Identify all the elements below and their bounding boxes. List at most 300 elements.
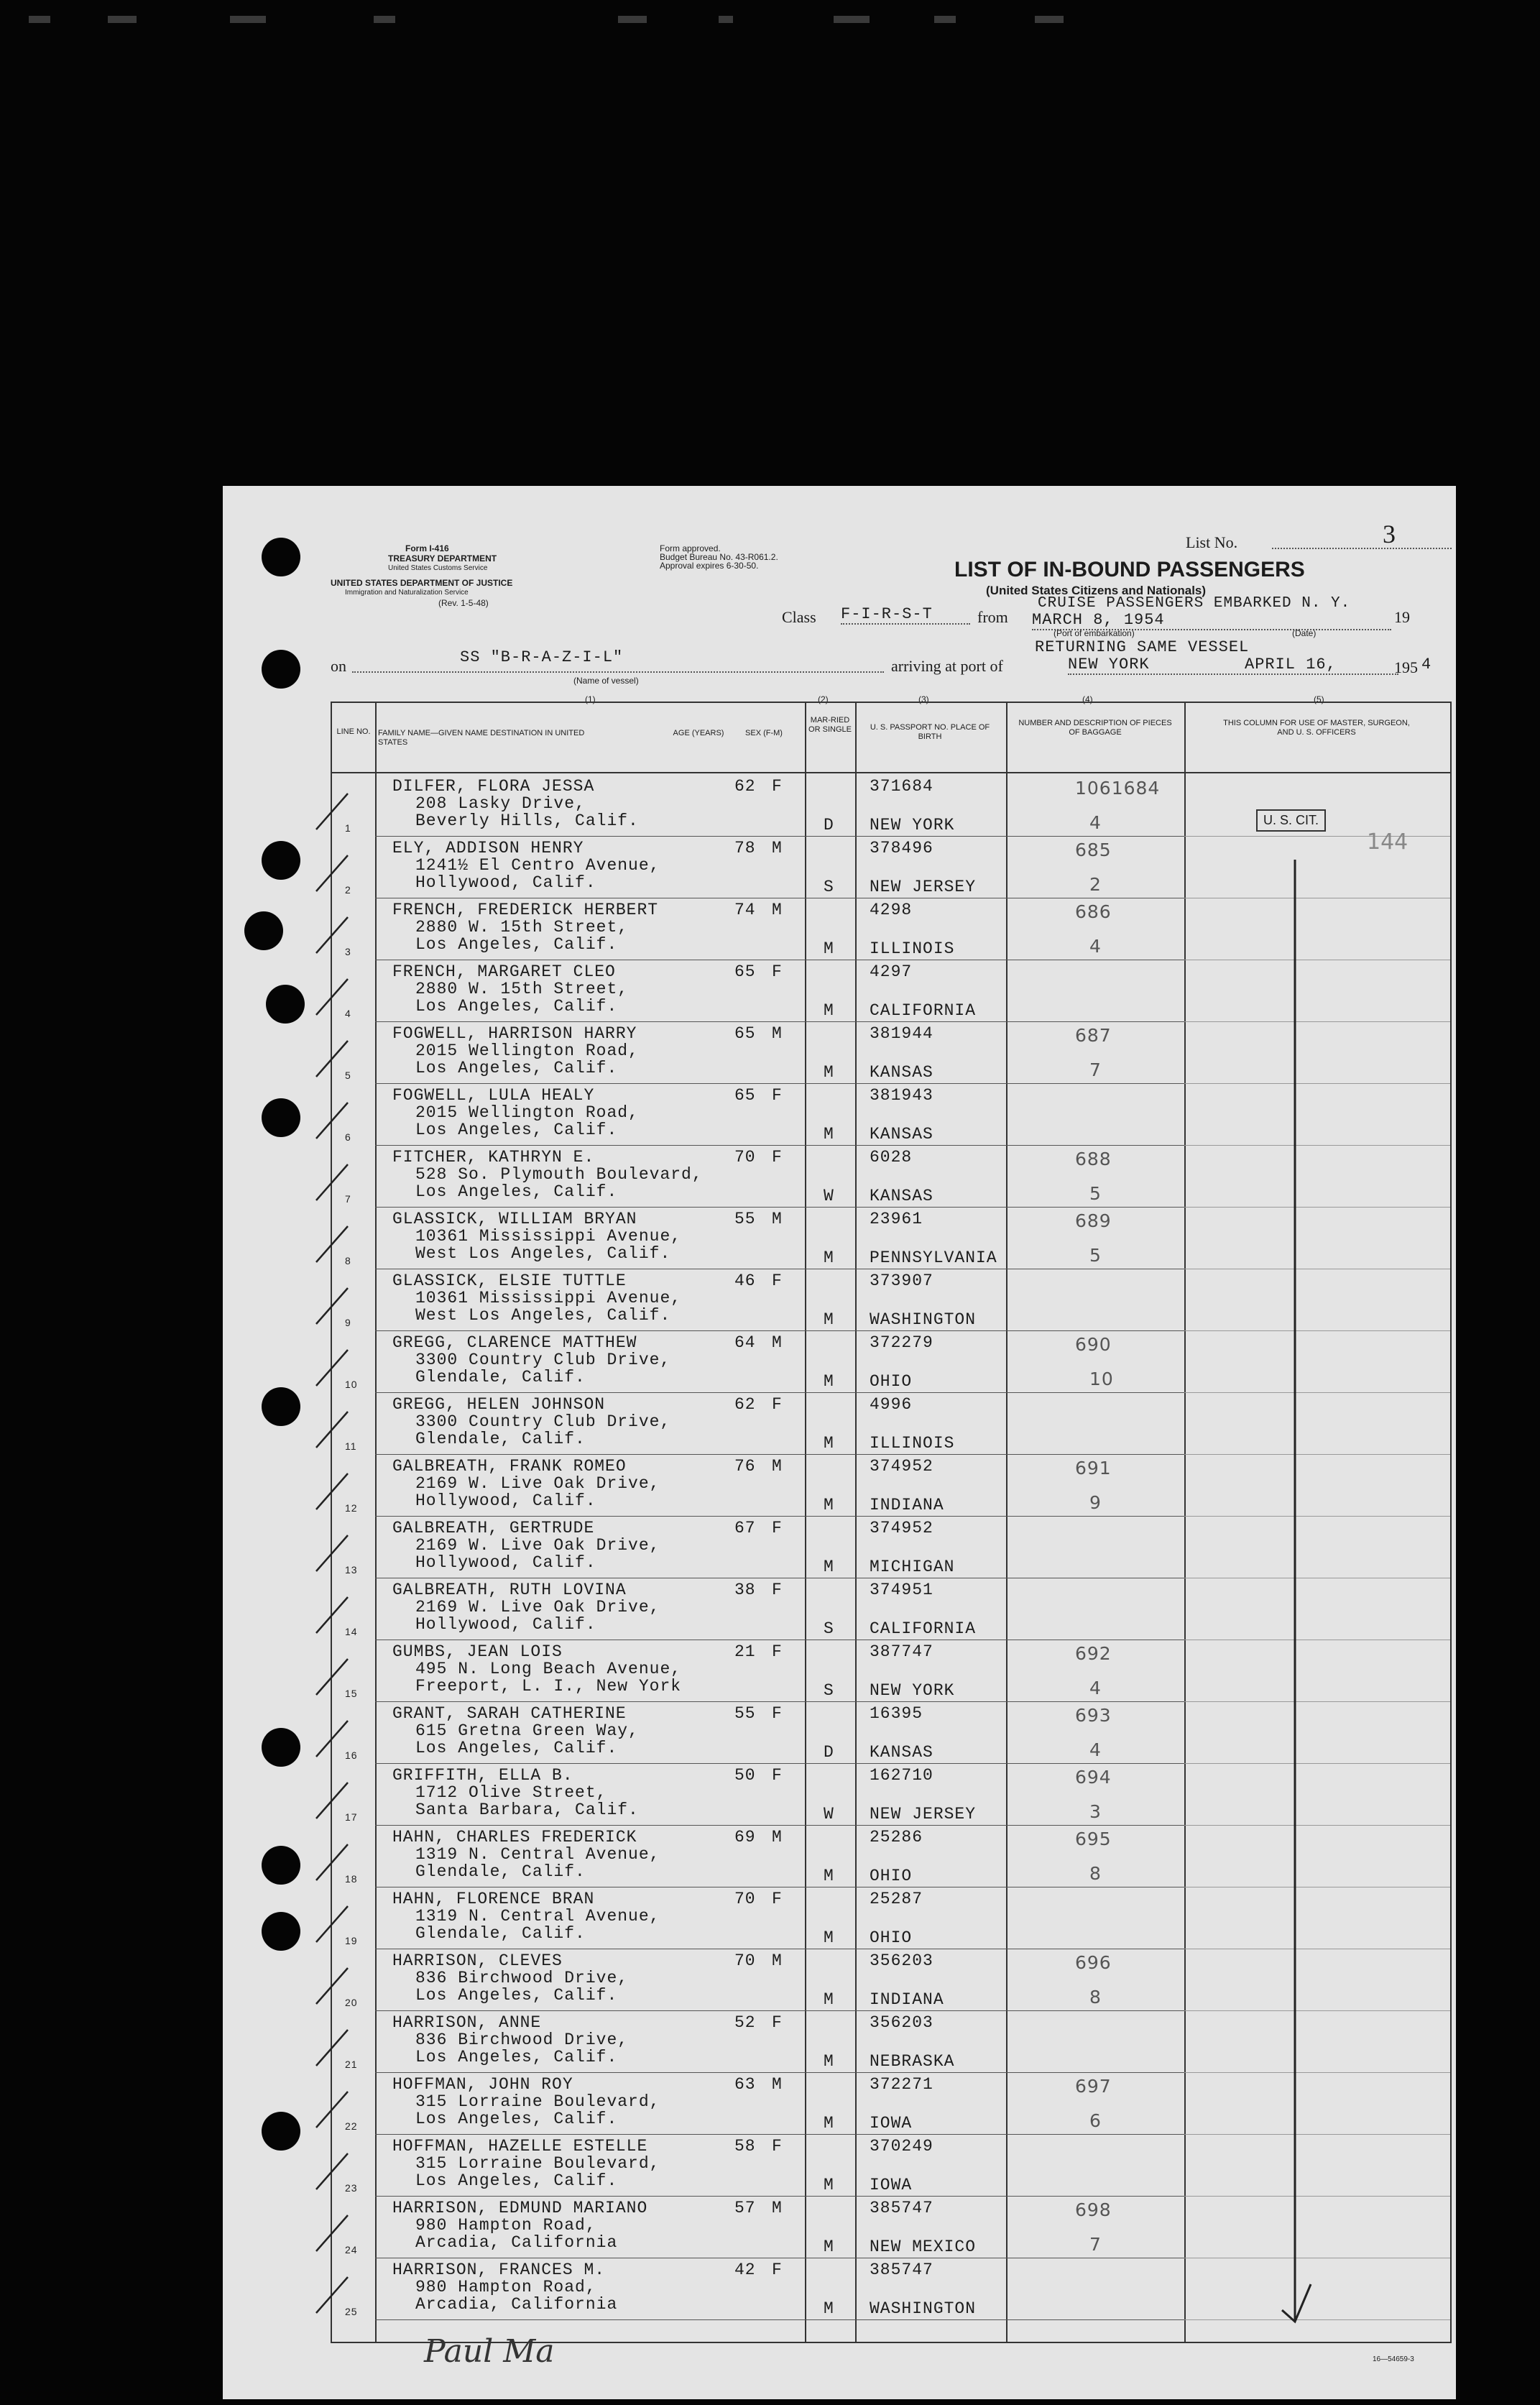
baggage-count: 9 [1089, 1492, 1102, 1513]
baggage-tag: 689 [1075, 1210, 1112, 1231]
page-subtitle: (United States Citizens and Nationals) [986, 584, 1207, 597]
line-number: 11 [345, 1440, 357, 1452]
punch-hole [244, 911, 283, 950]
passenger-sex: F [772, 1148, 783, 1167]
baggage-count: 8 [1089, 1987, 1102, 2008]
baggage-tag: 697 [1075, 2076, 1112, 2097]
passenger-address: 836 Birchwood Drive, [415, 1969, 629, 1987]
passenger-city: Freeport, L. I., New York [415, 1677, 682, 1696]
marital-status: M [824, 1001, 834, 1020]
passenger-city: Los Angeles, Calif. [415, 1182, 618, 1201]
passenger-age: 65 [734, 1086, 756, 1105]
place-of-birth: IOWA [870, 2176, 913, 2194]
place-of-birth: KANSAS [870, 1187, 933, 1205]
marital-status: M [824, 1496, 834, 1514]
passport-number: 370249 [870, 2137, 933, 2156]
on-label: on [331, 657, 346, 675]
col-num-3: (3) [918, 694, 929, 704]
from-value: CRUISE PASSENGERS EMBARKED N. Y. [1038, 595, 1351, 612]
vessel-line [352, 671, 884, 673]
place-of-birth: KANSAS [870, 1743, 933, 1762]
punch-hole [262, 1098, 300, 1137]
marital-status: M [824, 1063, 834, 1082]
passenger-city: Los Angeles, Calif. [415, 2171, 618, 2190]
place-of-birth: OHIO [870, 1928, 913, 1947]
form-revision: (Rev. 1-5-48) [438, 598, 489, 608]
line-number: 1 [345, 822, 351, 834]
passenger-age: 76 [734, 1457, 756, 1476]
passenger-name: HARRISON, ANNE [392, 2013, 542, 2032]
col-header-line: LINE NO. [336, 727, 371, 736]
passport-number: 381943 [870, 1086, 933, 1105]
marital-status: M [824, 939, 834, 958]
place-of-birth: ILLINOIS [870, 1434, 955, 1453]
passenger-sex: M [772, 1333, 783, 1352]
passenger-sex: M [772, 1951, 783, 1970]
place-of-birth: INDIANA [870, 1990, 944, 2009]
passenger-address: 1712 Olive Street, [415, 1783, 607, 1802]
place-of-birth: OHIO [870, 1372, 913, 1391]
stamp-annotation: 144 [1367, 829, 1408, 855]
passenger-age: 70 [734, 1951, 756, 1970]
passenger-sex: F [772, 1395, 783, 1414]
passport-number: 356203 [870, 2013, 933, 2032]
line-number: 19 [345, 1935, 358, 1946]
passenger-age: 52 [734, 2013, 756, 2032]
passenger-age: 38 [734, 1581, 756, 1599]
place-of-birth: ILLINOIS [870, 939, 955, 958]
punch-hole [262, 538, 300, 576]
passenger-name: FRENCH, MARGARET CLEO [392, 962, 616, 981]
place-of-birth: NEW MEXICO [870, 2238, 977, 2256]
passport-number: 162710 [870, 1766, 933, 1785]
list-no-label: List No. [1186, 533, 1238, 551]
passenger-age: 62 [734, 1395, 756, 1414]
dept-treasury: TREASURY DEPARTMENT [388, 553, 497, 564]
from-year-prefix: 19 [1394, 608, 1410, 626]
passenger-name: GRIFFITH, ELLA B. [392, 1766, 573, 1785]
baggage-count: 3 [1089, 1801, 1102, 1822]
line-number: 16 [345, 1749, 358, 1761]
passenger-name: GALBREATH, FRANK ROMEO [392, 1457, 627, 1476]
marital-status: D [824, 816, 834, 834]
passenger-name: GALBREATH, RUTH LOVINA [392, 1581, 627, 1599]
line-number: 25 [345, 2306, 358, 2317]
passenger-sex: M [772, 1828, 783, 1847]
passport-number: 373907 [870, 1272, 933, 1290]
marital-status: M [824, 1125, 834, 1144]
marital-status: M [824, 1310, 834, 1329]
page-title: LIST OF IN-BOUND PASSENGERS [954, 558, 1305, 581]
passenger-name: GLASSICK, ELSIE TUTTLE [392, 1272, 627, 1290]
col-header-baggage: NUMBER AND DESCRIPTION OF PIECES OF BAGGAGE [1018, 719, 1172, 737]
baggage-count: 2 [1089, 874, 1102, 895]
place-of-birth: NEW JERSEY [870, 1805, 977, 1824]
place-of-birth: OHIO [870, 1867, 913, 1885]
passenger-city: West Los Angeles, Calif. [415, 1306, 671, 1325]
col-header-passport: U. S. PASSPORT NO. PLACE OF BIRTH [870, 723, 990, 741]
baggage-count: 4 [1089, 936, 1102, 957]
baggage-count: 4 [1089, 1678, 1102, 1698]
passport-number: 4996 [870, 1395, 913, 1414]
passenger-sex: F [772, 1519, 783, 1537]
marital-status: M [824, 2052, 834, 2071]
passport-number: 23961 [870, 1210, 923, 1228]
dept-immigration: Immigration and Naturalization Service [345, 589, 469, 597]
punch-hole [266, 985, 305, 1024]
passenger-age: 69 [734, 1828, 756, 1847]
passenger-sex: F [772, 1766, 783, 1785]
line-number: 23 [345, 2182, 358, 2194]
place-of-birth: IOWA [870, 2114, 913, 2133]
passenger-age: 50 [734, 1766, 756, 1785]
passenger-city: Glendale, Calif. [415, 1924, 586, 1943]
approval-line-2: Budget Bureau No. 43-R061.2. [660, 552, 778, 562]
passenger-name: FOGWELL, HARRISON HARRY [392, 1024, 637, 1043]
form-number: Form I-416 [405, 543, 449, 553]
passenger-sex: F [772, 1890, 783, 1908]
passenger-address: 2169 W. Live Oak Drive, [415, 1598, 660, 1617]
line-number: 17 [345, 1811, 358, 1823]
place-of-birth: MICHIGAN [870, 1558, 955, 1576]
passport-number: 372279 [870, 1333, 933, 1352]
baggage-tag: 698 [1075, 2199, 1112, 2220]
passenger-address: 3300 Country Club Drive, [415, 1412, 671, 1431]
passenger-address: 10361 Mississippi Avenue, [415, 1289, 682, 1307]
passport-number: 381944 [870, 1024, 933, 1043]
baggage-tag: 687 [1075, 1025, 1112, 1046]
passenger-address: 3300 Country Club Drive, [415, 1351, 671, 1369]
marital-status: W [824, 1805, 834, 1824]
passenger-age: 46 [734, 1272, 756, 1290]
line-number: 22 [345, 2120, 358, 2132]
passenger-age: 21 [734, 1642, 756, 1661]
line-number: 8 [345, 1255, 351, 1266]
baggage-count: 5 [1089, 1245, 1102, 1266]
baggage-count: 10 [1089, 1369, 1114, 1389]
passenger-sex: M [772, 1457, 783, 1476]
passenger-name: FOGWELL, LULA HEALY [392, 1086, 595, 1105]
dept-justice: UNITED STATES DEPARTMENT OF JUSTICE [331, 578, 513, 588]
passenger-city: Los Angeles, Calif. [415, 935, 618, 954]
col-header-sex: SEX (F-M) [745, 729, 783, 737]
passenger-city: Glendale, Calif. [415, 1368, 586, 1387]
list-number: 3 [1383, 520, 1396, 548]
manifest-page [223, 486, 1456, 2399]
baggage-count: 6 [1089, 2110, 1102, 2131]
line-number: 7 [345, 1193, 351, 1205]
passenger-city: West Los Angeles, Calif. [415, 1244, 671, 1263]
place-of-birth: NEW YORK [870, 816, 955, 834]
passenger-sex: M [772, 1024, 783, 1043]
line-number: 15 [345, 1688, 358, 1699]
passenger-age: 55 [734, 1210, 756, 1228]
line-number: 13 [345, 1564, 358, 1576]
passport-number: 385747 [870, 2261, 933, 2279]
passenger-age: 57 [734, 2199, 756, 2217]
baggage-tag: 688 [1075, 1149, 1112, 1169]
approval-line-3: Approval expires 6-30-50. [660, 561, 759, 571]
line-number: 12 [345, 1502, 358, 1514]
baggage-tag: 690 [1075, 1334, 1112, 1355]
passport-number: 25287 [870, 1890, 923, 1908]
passenger-sex: F [772, 2261, 783, 2279]
passenger-sex: M [772, 1210, 783, 1228]
passport-number: 372271 [870, 2075, 933, 2094]
passport-number: 374951 [870, 1581, 933, 1599]
line-number: 10 [345, 1379, 358, 1390]
passenger-sex: F [772, 1581, 783, 1599]
passenger-age: 55 [734, 1704, 756, 1723]
passenger-sex: F [772, 1642, 783, 1661]
arriving-year-digit: 4 [1421, 656, 1432, 673]
marital-status: M [824, 1990, 834, 2009]
passenger-sex: F [772, 1086, 783, 1105]
passport-number: 356203 [870, 1951, 933, 1970]
line-number: 20 [345, 1997, 358, 2008]
passenger-name: FITCHER, KATHRYN E. [392, 1148, 595, 1167]
punch-hole [262, 1387, 300, 1426]
passport-number: 385747 [870, 2199, 933, 2217]
place-of-birth: NEW YORK [870, 1681, 955, 1700]
col-header-married: MAR-RIED OR SINGLE [808, 716, 852, 734]
line-number: 3 [345, 946, 351, 957]
passenger-address: 2880 W. 15th Street, [415, 980, 629, 998]
line-number: 6 [345, 1131, 351, 1143]
passenger-age: 70 [734, 1890, 756, 1908]
marital-status: M [824, 2299, 834, 2318]
passenger-sex: F [772, 1272, 783, 1290]
passenger-city: Arcadia, California [415, 2295, 618, 2314]
place-of-birth: CALIFORNIA [870, 1619, 977, 1638]
vessel-name: SS "B-R-A-Z-I-L" [460, 648, 624, 666]
col-header-officers: THIS COLUMN FOR USE OF MASTER, SURGEON, AND U. S. OFFICERS [1223, 719, 1410, 737]
col-num-4: (4) [1082, 694, 1093, 704]
passenger-sex: F [772, 1704, 783, 1723]
hand-annotations [332, 703, 1450, 2342]
passenger-address: 1319 N. Central Avenue, [415, 1907, 660, 1926]
passenger-city: Beverly Hills, Calif. [415, 811, 639, 830]
passenger-address: 1241½ El Centro Avenue, [415, 856, 660, 875]
passenger-city: Los Angeles, Calif. [415, 997, 618, 1016]
marital-status: M [824, 2114, 834, 2133]
officer-signature: Paul Ma [424, 2333, 555, 2370]
passenger-city: Los Angeles, Calif. [415, 1739, 618, 1757]
baggage-count: 4 [1089, 1739, 1102, 1760]
passenger-age: 70 [734, 1148, 756, 1167]
passenger-address: 10361 Mississippi Avenue, [415, 1227, 682, 1246]
passenger-sex: F [772, 2137, 783, 2156]
passenger-city: Los Angeles, Calif. [415, 2110, 618, 2128]
list-no-line [1272, 548, 1452, 549]
baggage-tag: 691 [1075, 1458, 1112, 1479]
passenger-age: 62 [734, 777, 756, 796]
passenger-address: 980 Hampton Road, [415, 2216, 596, 2235]
baggage-tag: 695 [1075, 1829, 1112, 1849]
col-num-5: (5) [1314, 694, 1324, 704]
marital-status: S [824, 1681, 834, 1700]
passenger-address: 836 Birchwood Drive, [415, 2031, 629, 2049]
baggage-count: 7 [1089, 2234, 1102, 2255]
citizen-stamp: U. S. CIT. [1256, 809, 1326, 832]
passenger-name: ELY, ADDISON HENRY [392, 839, 584, 857]
dept-customs: United States Customs Service [388, 564, 488, 572]
baggage-tag: 685 [1075, 840, 1112, 860]
place-of-birth: INDIANA [870, 1496, 944, 1514]
passenger-city: Santa Barbara, Calif. [415, 1801, 639, 1819]
passenger-sex: M [772, 839, 783, 857]
passenger-city: Los Angeles, Calif. [415, 1059, 618, 1077]
punch-hole [262, 841, 300, 880]
passenger-city: Arcadia, California [415, 2233, 618, 2252]
passport-number: 6028 [870, 1148, 913, 1167]
punch-hole [262, 1912, 300, 1951]
punch-hole [262, 2112, 300, 2151]
marital-status: S [824, 878, 834, 896]
baggage-tag: 692 [1075, 1643, 1112, 1664]
passenger-name: GALBREATH, GERTRUDE [392, 1519, 595, 1537]
punch-hole [262, 1846, 300, 1885]
vessel-caption: (Name of vessel) [573, 676, 639, 686]
passenger-sex: F [772, 777, 783, 796]
line-number: 21 [345, 2059, 358, 2070]
line-number: 14 [345, 1626, 358, 1637]
passenger-age: 65 [734, 1024, 756, 1043]
passenger-age: 58 [734, 2137, 756, 2156]
passenger-address: 315 Lorraine Boulevard, [415, 2092, 660, 2111]
port-embark-caption: (Port of embarkation) [1053, 628, 1135, 638]
passenger-address: 495 N. Long Beach Avenue, [415, 1660, 682, 1678]
passenger-name: HAHN, CHARLES FREDERICK [392, 1828, 637, 1847]
passenger-age: 65 [734, 962, 756, 981]
passenger-address: 528 So. Plymouth Boulevard, [415, 1165, 703, 1184]
passenger-city: Glendale, Calif. [415, 1862, 586, 1881]
passport-number: 378496 [870, 839, 933, 857]
passenger-age: 78 [734, 839, 756, 857]
passenger-address: 2880 W. 15th Street, [415, 918, 629, 937]
place-of-birth: KANSAS [870, 1063, 933, 1082]
passenger-name: HOFFMAN, HAZELLE ESTELLE [392, 2137, 648, 2156]
baggage-count: 8 [1089, 1863, 1102, 1884]
place-of-birth: NEBRASKA [870, 2052, 955, 2071]
passport-number: 387747 [870, 1642, 933, 1661]
passenger-age: 74 [734, 901, 756, 919]
passenger-city: Hollywood, Calif. [415, 873, 596, 892]
col-num-2: (2) [818, 694, 829, 704]
arriving-label: arriving at port of [891, 657, 1003, 675]
marital-status: M [824, 1372, 834, 1391]
arriving-note: RETURNING SAME VESSEL [1035, 638, 1250, 656]
marital-status: W [824, 1187, 834, 1205]
passenger-address: 208 Lasky Drive, [415, 794, 586, 813]
passport-number: 4297 [870, 962, 913, 981]
passenger-age: 67 [734, 1519, 756, 1537]
passenger-address: 2169 W. Live Oak Drive, [415, 1474, 660, 1493]
passenger-sex: M [772, 2199, 783, 2217]
col-header-age: AGE (YEARS) [673, 729, 724, 737]
approval-line-1: Form approved. [660, 543, 721, 553]
passenger-name: GRANT, SARAH CATHERINE [392, 1704, 627, 1723]
baggage-tag: 693 [1075, 1705, 1112, 1726]
passenger-address: 2015 Wellington Road, [415, 1041, 639, 1060]
place-of-birth: NEW JERSEY [870, 878, 977, 896]
passenger-address: 615 Gretna Green Way, [415, 1721, 639, 1740]
passenger-sex: F [772, 2013, 783, 2032]
passenger-city: Los Angeles, Calif. [415, 1121, 618, 1139]
line-number: 18 [345, 1873, 358, 1885]
passenger-name: GREGG, CLARENCE MATTHEW [392, 1333, 637, 1352]
passenger-age: 63 [734, 2075, 756, 2094]
date-caption: (Date) [1292, 628, 1317, 638]
from-label: from [977, 608, 1008, 626]
passport-number: 25286 [870, 1828, 923, 1847]
passenger-table [331, 702, 1452, 2343]
marital-status: S [824, 1619, 834, 1638]
passenger-name: DILFER, FLORA JESSA [392, 777, 595, 796]
passenger-age: 64 [734, 1333, 756, 1352]
passenger-name: GREGG, HELEN JOHNSON [392, 1395, 606, 1414]
passenger-name: GLASSICK, WILLIAM BRYAN [392, 1210, 637, 1228]
arriving-year: 195 [1394, 658, 1418, 676]
punch-hole [262, 650, 300, 689]
passenger-sex: M [772, 2075, 783, 2094]
marital-status: M [824, 1558, 834, 1576]
passenger-name: HARRISON, FRANCES M. [392, 2261, 606, 2279]
passenger-age: 42 [734, 2261, 756, 2279]
col-num-1: (1) [585, 694, 596, 704]
footer-code: 16—54659-3 [1373, 2355, 1414, 2363]
from-date: MARCH 8, 1954 [1032, 611, 1391, 630]
line-number: 4 [345, 1008, 351, 1019]
place-of-birth: CALIFORNIA [870, 1001, 977, 1020]
baggage-count: 7 [1089, 1059, 1102, 1080]
place-of-birth: PENNSYLVANIA [870, 1249, 997, 1267]
passenger-address: 2169 W. Live Oak Drive, [415, 1536, 660, 1555]
marital-status: M [824, 2176, 834, 2194]
class-label: Class [782, 608, 816, 626]
marital-status: M [824, 1249, 834, 1267]
passenger-name: GUMBS, JEAN LOIS [392, 1642, 563, 1661]
line-number: 9 [345, 1317, 351, 1328]
baggage-count: 5 [1089, 1183, 1102, 1204]
baggage-count: 4 [1089, 812, 1102, 833]
passenger-city: Hollywood, Calif. [415, 1553, 596, 1572]
line-number: 2 [345, 884, 351, 896]
marital-status: M [824, 2238, 834, 2256]
passenger-name: HARRISON, CLEVES [392, 1951, 563, 1970]
passenger-name: FRENCH, FREDERICK HERBERT [392, 901, 659, 919]
arriving-date: APRIL 16, [1245, 656, 1337, 673]
passport-number: 16395 [870, 1704, 923, 1723]
marital-status: M [824, 1928, 834, 1947]
place-of-birth: KANSAS [870, 1125, 933, 1144]
passenger-address: 980 Hampton Road, [415, 2278, 596, 2296]
passenger-sex: M [772, 901, 783, 919]
passenger-city: Hollywood, Calif. [415, 1491, 596, 1510]
passenger-address: 2015 Wellington Road, [415, 1103, 639, 1122]
passenger-sex: F [772, 962, 783, 981]
marital-status: D [824, 1743, 834, 1762]
marital-status: M [824, 1867, 834, 1885]
place-of-birth: WASHINGTON [870, 2299, 977, 2318]
class-value: F-I-R-S-T [841, 605, 970, 625]
place-of-birth: WASHINGTON [870, 1310, 977, 1329]
passenger-address: 1319 N. Central Avenue, [415, 1845, 660, 1864]
passenger-address: 315 Lorraine Boulevard, [415, 2154, 660, 2173]
line-number: 24 [345, 2244, 358, 2255]
baggage-tag: 696 [1075, 1952, 1112, 1973]
marital-status: M [824, 1434, 834, 1453]
